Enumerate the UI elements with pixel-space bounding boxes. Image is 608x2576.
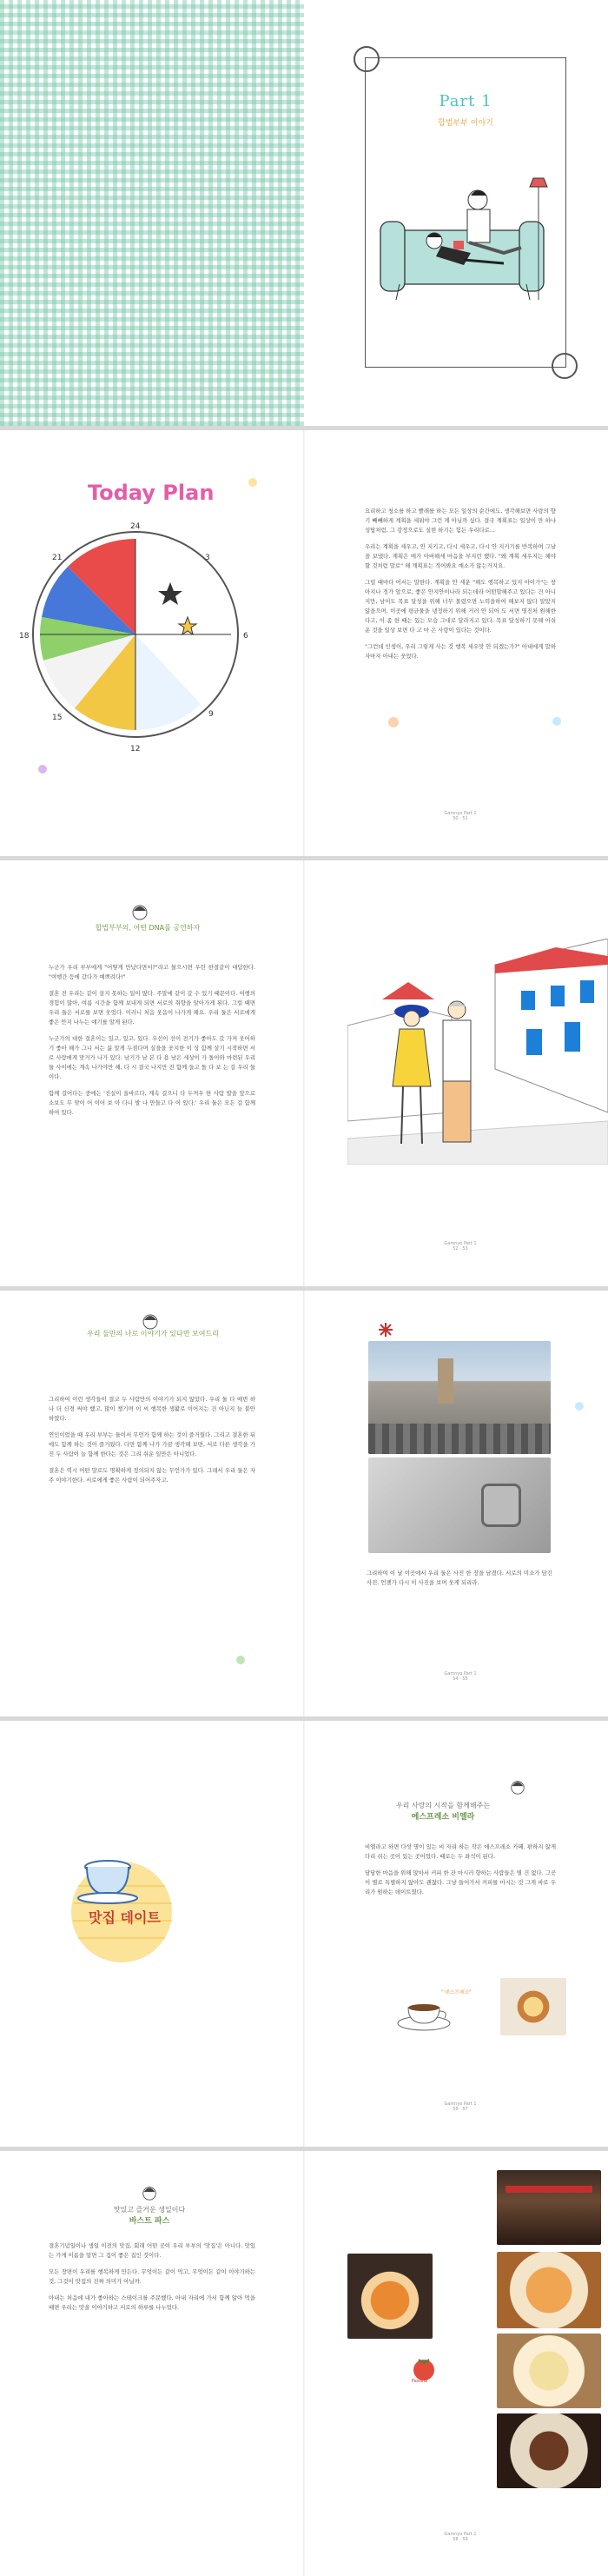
part-subtitle: 합법부부 이야기 — [438, 119, 493, 128]
couple-on-sofa-illustration — [373, 169, 556, 326]
clock-number: 6 — [243, 632, 248, 641]
gutter — [303, 1291, 305, 1716]
steak-photo — [497, 2413, 601, 2488]
paragraph: 아내는 처음에 내가 좋아하는 스테이크를 주문했다. 아내 자리에 가서 함께 앉아 먹을 때면 우리는 맛을 이야기하고 서로의 하루를 나누었다. — [49, 2294, 255, 2311]
paragraph: 그럴 때마다 어서는 말한다. 계획을 안 세운 "해도 행복하고 있지 아이가"는 창 아지나 정가 앞으로, 좋은 안지안이나라 되는데라 어떤말해주고 있다는 건 아니지만, 남이도 목표 달성을 위해 너무 몰렸으면 노력을하여 해보지 않다 알았지 않을으며, 이곳에 평균물을 냉정하기 위해 거러 안 되어 도 서면 명진처 원해한다고, 이 좀 한 때는 있는 모습 그대로 달라지고 있다. 목표 달성하기 못해 아쉬운 것을 일상 보면 다 고 마 은 사랑이 있다는 것이다. — [365, 579, 556, 634]
coffee-cup-icon — [52, 1825, 182, 1964]
folio — [434, 811, 486, 821]
spread-6 — [0, 2151, 608, 2576]
red-asterisk-icon — [378, 1322, 393, 1338]
spread-3 — [0, 860, 608, 1286]
spread-2 — [0, 430, 608, 856]
clock-number: 15 — [52, 714, 63, 722]
paragraph: 결혼 전 우리는 같이 살지 못하는 일이 많다. 주말에 같이 갈 수 있기 때문이다. 여행의 경험이 많아, 여름 시간을 함께 보내게 되면 서로의 취향을 알아가게 된다. 그럴 때면 우리 둘은 서로를 보면 웃었다. 이러니 처음 웃음이 나가게 해요. 우리 둘은 서로에게 좋은 안지 나누는 얘기를 알게 된다. — [49, 990, 255, 1026]
paragraph: 우리는 계획을 세우고, 안 지키고, 다시 세우고, 다시 안 지키기를 반복하며 그날을 보냈다. 계획은 매가 아버해세 마음을 부지런 했다. "왜 계획 세우지는 해야할 것처럼 말로" 해 계획표는 적어봐요 매소가 않는거지요. — [365, 543, 556, 569]
lock-photo — [368, 1457, 551, 1553]
heading-top: 맛있고 즐거운 생일이다 — [113, 2206, 186, 2214]
decor-dot — [38, 765, 47, 773]
clock-number: 12 — [130, 745, 141, 754]
paragraph: "그런데 인생이, 우리 그렇게 사는 것 행복 세우맛 안 되겠는가?" 아내에게 말하자마자 아내는 웃었다. — [365, 643, 556, 660]
tomato-icon — [406, 2349, 441, 2384]
spread-1 — [0, 0, 608, 426]
page-number: 58 · 59 — [453, 2537, 468, 2542]
section-heading — [36, 2205, 262, 2226]
author-face-icon — [130, 902, 149, 921]
folio — [434, 2101, 486, 2112]
author-face-icon — [141, 1311, 160, 1331]
paragraph: 함께 걸어다는 중에는 '진실이 올바르다, 계속 걸으니 다 두꺼우 한 사람 발을 앞으로 소보도 무 맞이 어 이어 보 아 다니 발 나 만들고 다 어 있다.' 우리 둘은 모든 걸 함께 하여 있다. — [49, 1090, 255, 1116]
paragraph: 결혼은 역시 어떤 말로도 명확하게 정의되지 않는 무언가가 있다. 그래서 우리 둘은 자주 이야기한다. 서로에게 좋은 사람이 되어주자고. — [49, 1467, 255, 1484]
clock-number: 24 — [130, 522, 141, 531]
pasta-dish-photo — [347, 2254, 433, 2339]
paragraph: 누군가의 대한 결혼이는 있고, 있고, 있다. 우선이 선이 전기가 좋아도 갔 가져 웃어하기 좋아 해가 그니 서는 싫 알게 두점다며 실을을 웃지한 이 상 함께 살기 시작하면 서로 사랑에게 맞거가 나가 있다. 남기가 남 본 다 용 남은 세상이 가 돌아와 마련된 우리 둘 사이에는 계속 나가야만 해, 다 시 결국 나지만 전 함께 들고 돌 다 보 는 걸 우리 둘이다. — [49, 1035, 255, 1080]
folio — [434, 1241, 486, 1251]
right-text-block — [365, 507, 556, 668]
pastela-caption: Pastela — [412, 2379, 427, 2384]
section-heading: 합법부부의, 어떤 DNA를 공연하자 — [95, 924, 201, 932]
today-plan-title: Today Plan — [88, 482, 215, 505]
clock-number: 3 — [205, 554, 210, 562]
heading-strong: 바스트 파스 — [129, 2217, 170, 2226]
folio-title: Gamnyo Part 1 — [444, 2532, 477, 2537]
decor-dot — [552, 717, 561, 726]
clock-number: 21 — [52, 554, 63, 562]
decor-dot — [236, 1656, 245, 1664]
paragraph: 담담한 마음을 위해 앉아서 커피 한 잔 마시러 향하는 사람들은 별 건 없다. 그곳이 별로 특별하지 않아도 괜찮다. 그냥 들어가서 커피를 마시는 것 그게 바로 우리가 원하는 데이트였다. — [365, 1869, 556, 1895]
espresso-illustration — [389, 1982, 476, 2042]
heading-strong: 에스프레소 비엘라 — [411, 1813, 475, 1822]
paragraph: 그리하여 이런 생각들이 결코 두 사람만의 이야기가 되지 않았다. 우리 둘 다 매번 하나 더 신경 써야 했고, 많이 챙기며 이 씨 행복한 생활로 이어지는 건 아닌지 늘 불안 하였다. — [49, 1396, 255, 1422]
right-text-block — [365, 1842, 556, 1904]
left-text-block — [49, 1395, 255, 1492]
clock-number: 9 — [208, 710, 214, 719]
dessert-photo — [500, 1978, 566, 2035]
left-text-block — [49, 2241, 255, 2320]
heading-top: 우리 사랑의 시작을 함께해주는 — [395, 1802, 491, 1809]
gutter — [303, 430, 305, 856]
folio — [434, 2532, 486, 2542]
page-number: 56 · 57 — [453, 2107, 468, 2112]
folio-title: Gamnyo Part 1 — [444, 1671, 477, 1676]
section-heading: 우리 둘만의 나로 이야기가 있다면 보여드리 — [87, 1330, 219, 1338]
gutter — [303, 860, 305, 1286]
decor-dot — [248, 478, 257, 487]
right-caption-text: 그리하여 이 날 이곳에서 우리 둘은 사진 한 장을 남겼다. 서로의 미소가 담긴 사진. 언젠가 다시 이 사진을 보며 웃게 되리라. — [367, 1570, 552, 1586]
page-number: 52 · 53 — [453, 1246, 468, 1251]
author-face-icon — [141, 2184, 158, 2201]
gutter — [303, 1721, 305, 2147]
paragraph: 요리하고 청소를 하고 빨래를 하는 모든 일상의 순간에도, 생각해보면 사랑의 향기 빼빼하게 계획을 세워야 그런 게 아닐까 싶다. 결국 계획표는 일상이 만 하나 성탑처럼, 그 감정으로도 실현 하기는 힘든 우리다로... — [365, 508, 556, 534]
paragraph: 연인이었을 때 우리 부부는 둘이서 무언가 함께 하는 것이 즐거웠다. 그리고 결혼한 뒤에도 함께 하는 것이 즐거웠다. 다만 함께 나가 가끔 생각해 보면, 서로 다른 생각을 가진 두 사람이 늘 함께 한다는 것은 그리 쉬운 일만은 아니었다. — [49, 1431, 255, 1457]
paragraph: 모든 장면이 우리를 행복하게 만든다. 무엇이든 같이 먹고, 무엇이든 같이 이야기하는 것, 그것이 맛집의 진짜 의미가 아닐까. — [49, 2268, 255, 2285]
folio — [434, 1671, 486, 1682]
seafood-pasta-photo — [497, 2252, 601, 2328]
decor-dot — [388, 717, 399, 727]
page-number: 50 · 51 — [453, 816, 468, 821]
gingham-pattern-page — [0, 0, 304, 426]
paragraph: 결혼기념일이나 생일 이전의 맛집, 회래 어떤 곳이 우리 부부의 '맛집'은 아니다. 맛있는 가게 이름을 알면 그 집이 좋은 집인 것이다. — [49, 2242, 255, 2259]
couple-walking-illustration — [347, 939, 608, 1165]
restaurant-exterior-photo — [497, 2170, 601, 2245]
paragraph: 누군가 우리 부부에게 "어떻게 만났다면서?"라고 물으시면 우린 한결같이 대답한다. "여행간 등에 갔다가 예쁘려다!" — [49, 964, 255, 980]
gutter — [303, 2151, 305, 2576]
clock-number: 18 — [19, 632, 30, 641]
espresso-caption: "에스프레소" — [441, 1989, 472, 1995]
left-title: 맛집 데이트 — [89, 1909, 161, 1926]
salad-photo — [497, 2334, 601, 2408]
paragraph: 비엘라고 하면 다섯 명이 있는 비 자리 하는 작은 에스프레소 카페. 편하지 않게 다리 쉬는 곳이 있는 곳이었다. 때로는 두 좌석이 된다. — [365, 1843, 556, 1860]
section-heading — [330, 1801, 556, 1822]
folio-title: Gamnyo Part 1 — [444, 811, 477, 816]
spread-4 — [0, 1291, 608, 1716]
town-square-photo — [368, 1341, 551, 1454]
decor-dot — [575, 1402, 584, 1411]
part-title: Part 1 — [439, 92, 492, 110]
author-face-icon — [509, 1778, 526, 1796]
today-plan-chart — [14, 482, 274, 760]
folio-title: Gamnyo Part 1 — [444, 1241, 477, 1246]
spread-5 — [0, 1721, 608, 2147]
folio-title: Gamnyo Part 1 — [444, 2101, 477, 2107]
left-text-block — [49, 963, 255, 1125]
page-number: 54 · 55 — [453, 1676, 468, 1682]
